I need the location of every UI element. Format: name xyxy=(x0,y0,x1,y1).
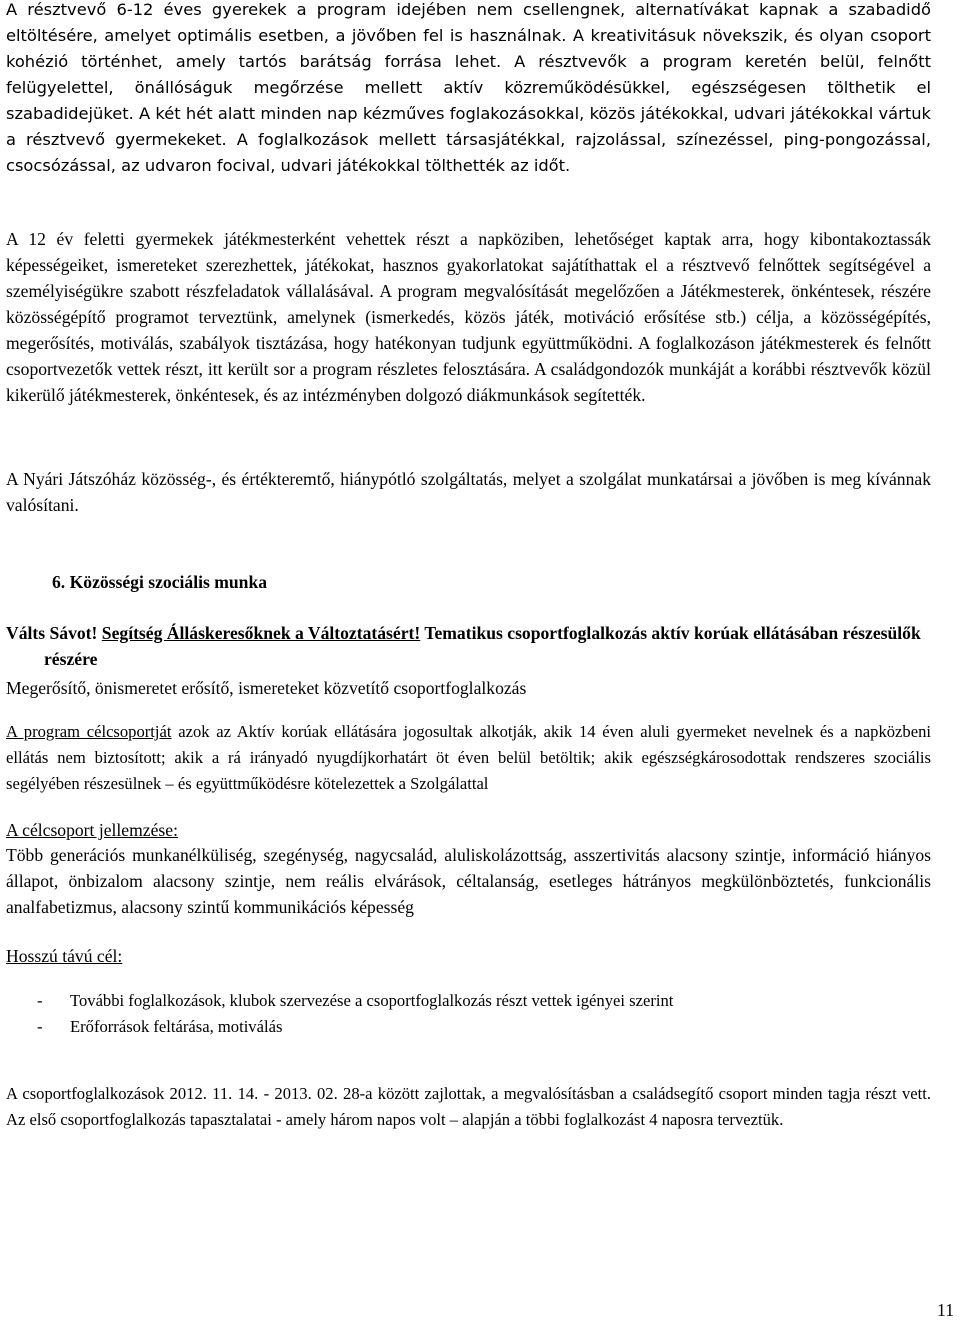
list-item xyxy=(6,988,931,1014)
target-traits-text: Több generációs munkanélküliség, szegénység, nagycsalád, aluliskolázottság, asszertivitás alacsony szintje, információ hiányos állapot, önbizalom alacsony szintje, nem reális elvárások, céltalanság, esetleges hátrányos megkülönböztetés, funkcionális analfabetizmus, alacsony szintű kommunikációs képesség xyxy=(6,845,931,917)
paragraph-summer-program-benefits: A résztvevő 6-12 éves gyerekek a program idejében nem csellengnek, alternatívákat kapnak a szabadidő eltöltésére, amelyet optimális esetben, a jövőben fel is használnak. A kreativitásuk növekszik, és olyan csoport kohézió történhet, amely tartós barátság forrása lehet. A résztvevők a program keretén belül, felnőtt felügyelettel, önállóságuk megőrzése mellett aktív közreműködésükkel, egészségesen tölthetik el szabadidejüket. A két hét alatt minden nap kézműves foglakozásokkal, közös játékokkal, udvari játékokkal vártuk a résztvevő gyermekeket. A foglalkozások mellett társasjátékkal, rajzolással, színezéssel, ping-pongozással, csocsózással, az udvaron focival, udvari játékokkal tölthették az időt. xyxy=(6,0,931,175)
target-group-paragraph xyxy=(6,719,931,797)
long-term-goal-label-text: Hosszú távú cél: xyxy=(6,946,123,966)
list-item xyxy=(6,1014,931,1040)
long-term-goal-label xyxy=(6,943,931,969)
program-title-plain: Válts Sávot! xyxy=(6,623,102,643)
program-title-rest: Tematikus csoportfoglalkozás aktív korúak ellátásában részesülők részére xyxy=(44,623,921,669)
target-group-label: A program célcsoportját xyxy=(6,722,172,741)
closing-paragraph: A csoportfoglalkozások 2012. 11. 14. - 2013. 02. 28-a között zajlottak, a megvalósításban a családsegítő csoport minden tagja részt vett. Az első csoportfoglalkozás tapasztalatai - amely három napos volt – alapján a többi foglalkozást 4 naposra terveztük. xyxy=(6,1084,931,1129)
goal-text: További foglalkozások, klubok szervezése a csoportfoglalkozás részt vettek igényei szerint xyxy=(70,991,674,1010)
paragraph-game-masters: A 12 év feletti gyermekek játékmesterként vehettek részt a napköziben, lehetőséget kaptak arra, hogy kibontakoztassák képességeiket, ismereteket szerezhettek, játékokat, hasznos gyakorlatokat sajátíthattak el a résztvevő felnőttek segítségével a személyiségükre szabott részfeladatok vállalásával. A program megvalósítását megelőzően a Játékmesterek, önkéntesek, részére közösségépítő programot terveztünk, amelynek (ismerkedés, közös játék, motiváció erősítése stb.) célja, a közösségépítés, megerősítés, motiválás, szabályok tisztázása, hogy hatékonyan tudjunk együttműködni. A foglalkozáson játékmesterek és felnőtt csoportvezetők vettek részt, itt került sor a program részletes felosztására. A családgondozók munkáját a korábbi résztvevők közül kikerülő játékmesterek, önkéntesek, és az intézményben dolgozó diákmunkások segítették. xyxy=(6,229,931,405)
target-traits-label-text: A célcsoport jellemzése: xyxy=(6,820,178,840)
goal-text: Erőforrások feltárása, motiválás xyxy=(70,1017,283,1036)
paragraph-summer-playhouse: A Nyári Játszóház közösség-, és értékteremtő, hiánypótló szolgáltatás, melyet a szolgálat munkatársai a jövőben is meg kívánnak valósítani. xyxy=(6,469,931,515)
list-dash: - xyxy=(37,991,43,1010)
goals-list xyxy=(6,988,931,1040)
target-group-text: azok az Aktív korúak ellátására jogosultak alkotják, akik 14 éven aluli gyermeket nevelnek és a napközbeni ellátás nem biztosított; akik a rá irányadó nyugdíjkorhatárt öt éven belül betöltik; akik egészségkárosodottak rendszeres szociális segélyében részesülnek – és együttműködésre kötelezettek a Szolgálattal xyxy=(6,722,931,793)
target-traits-label xyxy=(6,817,931,843)
program-title-underlined: Segítség Álláskeresőknek a Változtatásért! xyxy=(101,623,421,643)
program-subtitle: Megerősítő, önismeretet erősítő, ismereteket közvetítő csoportfoglalkozás xyxy=(6,678,527,698)
program-title xyxy=(6,620,960,672)
list-dash: - xyxy=(37,1017,43,1036)
page-number: 11 xyxy=(937,1300,954,1320)
section-heading: 6. Közösségi szociális munka xyxy=(52,572,268,592)
